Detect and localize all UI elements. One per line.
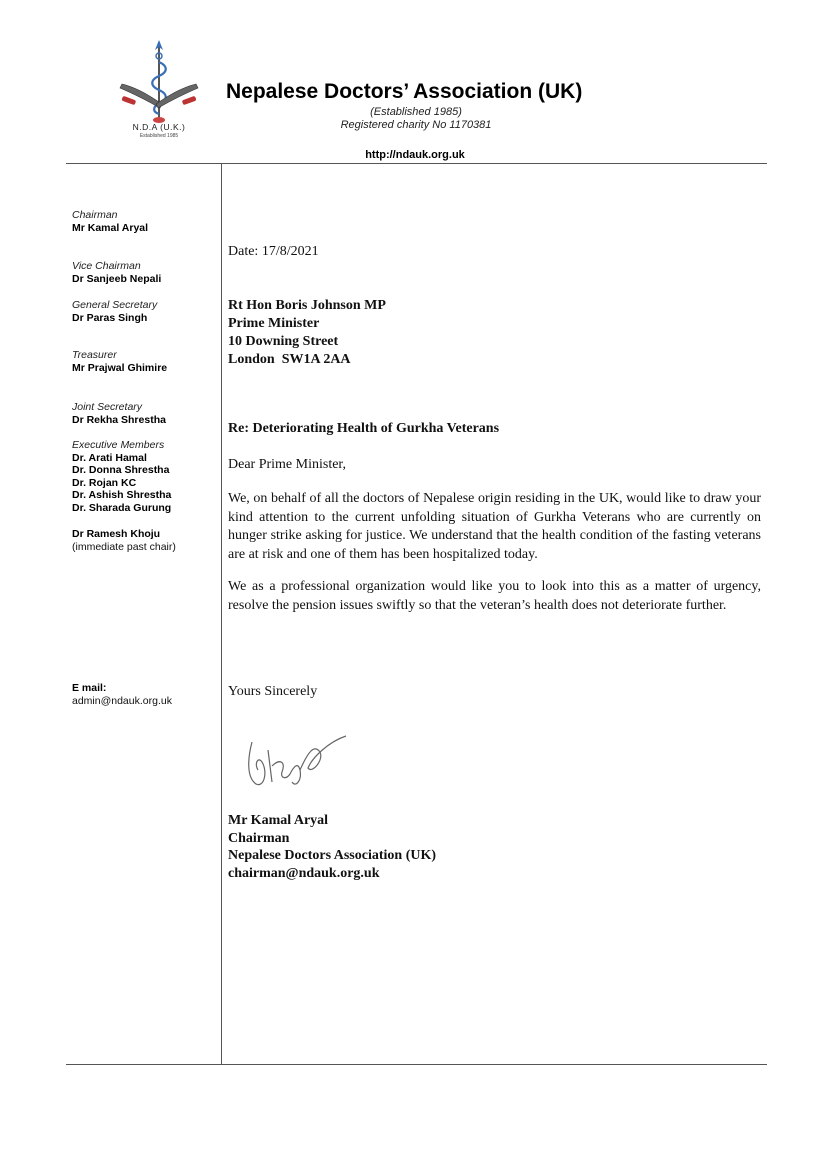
letter-salutation: Dear Prime Minister, (228, 457, 347, 472)
member-name: Dr Rekha Shrestha (72, 413, 166, 426)
organization-name: Nepalese Doctors’ Association (UK) (226, 80, 583, 103)
role-label: Vice Chairman (72, 260, 141, 272)
member-name: Mr Prajwal Ghimire (72, 361, 168, 374)
signatory-organization: Nepalese Doctors Association (UK) (228, 848, 437, 863)
sidebar-vice-chairman (72, 260, 161, 285)
address-line: 10 Downing Street (228, 334, 339, 349)
signatory-block (228, 812, 436, 882)
header-divider (66, 163, 767, 164)
letter-paragraph-1: We, on behalf of all the doctors of Nepalese origin residing in the UK, would like to draw your kind attention to the current unfolding situation of Gurkha Veterans who are currently on hunger strike asking for justice. We understand that the health condition of the fasting veterans are at risk and one of them has been hospitalized today. (228, 491, 761, 562)
letter-paragraph-2: We as a professional organization would like you to look into this as a matter of urgency, resolve the pension issues swiftly so that the veteran’s health does not deteriorate further. (228, 579, 761, 613)
address-line: Prime Minister (228, 316, 320, 331)
footer-divider (66, 1064, 767, 1065)
letter-date: Date: 17/8/2021 (228, 244, 319, 259)
past-chair-note: (immediate past chair) (72, 540, 176, 553)
logo-caption: N.D.A (U.K.) (132, 122, 186, 132)
member-name: Mr Kamal Aryal (72, 221, 149, 234)
member-name: Dr. Sharada Gurung (72, 501, 172, 514)
role-label: General Secretary (72, 299, 158, 311)
sidebar-general-secretary (72, 299, 157, 324)
logo-subcaption: Established 1985 (139, 133, 179, 139)
member-name: Dr Ramesh Khoju (72, 528, 161, 540)
role-label: Treasurer (72, 349, 117, 361)
signatory-email[interactable]: chairman@ndauk.org.uk (228, 865, 380, 881)
sidebar-joint-secretary (72, 401, 166, 426)
sidebar-executive-members (72, 439, 171, 514)
handwritten-signature (238, 722, 350, 792)
role-label: Chairman (72, 209, 118, 221)
sidebar-email (72, 682, 172, 707)
letter-closing: Yours Sincerely (228, 684, 318, 699)
email-link[interactable]: admin@ndauk.org.uk (72, 694, 172, 707)
established-note: (Established 1985) (370, 106, 462, 118)
member-name: Dr Paras Singh (72, 311, 148, 324)
member-name: Dr. Arati Hamal (72, 451, 147, 464)
member-name: Dr Sanjeeb Nepali (72, 272, 162, 285)
sidebar-past-chair (72, 528, 176, 553)
recipient-address (228, 297, 386, 369)
email-label: E mail: (72, 682, 107, 694)
member-name: Dr. Donna Shrestha (72, 464, 170, 476)
website-link[interactable]: http://ndauk.org.uk (365, 149, 465, 161)
sidebar-chairman (72, 209, 148, 234)
charity-number: Registered charity No 1170381 (340, 119, 492, 131)
signatory-name: Mr Kamal Aryal (228, 813, 329, 828)
sidebar-divider (221, 163, 222, 1064)
role-label: Joint Secretary (72, 401, 143, 413)
member-name: Dr. Rojan KC (72, 476, 137, 489)
letter-subject: Re: Deteriorating Health of Gurkha Veterans (228, 421, 500, 436)
sidebar-treasurer (72, 349, 167, 374)
address-line: London SW1A 2AA (228, 352, 351, 367)
signatory-title: Chairman (228, 830, 290, 846)
member-name: Dr. Ashish Shrestha (72, 489, 172, 501)
address-line: Rt Hon Boris Johnson MP (228, 298, 386, 313)
role-label: Executive Members (72, 439, 165, 451)
